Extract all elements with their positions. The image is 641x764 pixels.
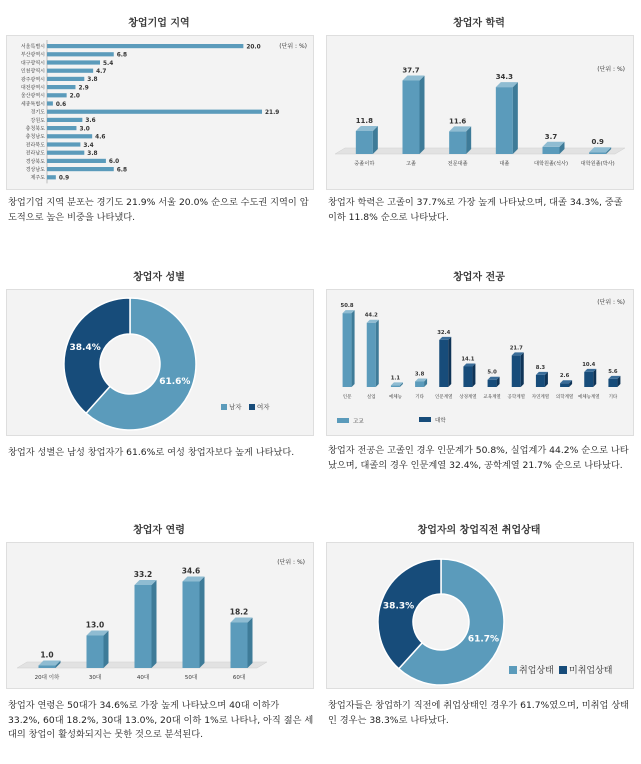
legend-label: 대학: [435, 418, 446, 424]
unit-label-education: (단위 : %): [597, 66, 625, 73]
bar: [183, 582, 200, 669]
data-label: 3.8: [87, 151, 98, 157]
data-label: 34.6: [181, 566, 201, 576]
bar: [47, 93, 67, 97]
data-label: 14.1: [461, 356, 475, 363]
legend-swatch: [221, 404, 227, 410]
panel-education: [326, 14, 632, 234]
description-age: 창업자 연령은 50대가 34.6%로 가장 높게 나타났으며 40대 이하가 33.2%, 60대 18.2%, 30대 13.0%, 20대 이하 1%로 나타나, 아직 젊은 세대의 창업이 활성화되지는 못한 것으로 분석된다.: [8, 700, 314, 740]
bar: [47, 69, 93, 73]
bar-side: [420, 75, 425, 154]
data-label: 3.7: [544, 132, 558, 141]
data-label: 6.0: [108, 159, 120, 166]
y-tick-label: 부산광역시: [20, 52, 45, 59]
y-tick-label: 제주도: [30, 175, 45, 182]
description-employment: 창업자들은 창업하기 직전에 취업상태인 경우가 61.7%였으며, 미취업 상태인 경우는 38.3%로 나타났다.: [328, 700, 630, 726]
legend-label: 고교: [353, 419, 364, 425]
data-label: 2.0: [69, 93, 80, 100]
bar-side: [521, 352, 524, 387]
bar-side: [472, 363, 475, 387]
bar: [47, 110, 262, 114]
bar: [47, 101, 53, 105]
description-education: 창업자 학력은 고졸이 37.7%로 가장 높게 나타났으며, 대졸 34.3%, 중졸 이하 11.8% 순으로 나타났다.: [328, 197, 623, 223]
x-tick-label: 대학원졸(석사): [533, 161, 569, 167]
unit-label-region: (단위 : %): [279, 43, 307, 50]
bar: [47, 44, 243, 48]
bar: [536, 375, 545, 387]
data-label: 2.9: [78, 85, 89, 92]
bar: [47, 142, 80, 146]
bar: [463, 366, 472, 387]
data-label: 61.6%: [159, 377, 191, 388]
bar-side: [513, 82, 518, 154]
bar: [343, 313, 352, 387]
x-tick-label: 공학계열: [507, 395, 525, 400]
data-label: 5.4: [103, 60, 114, 67]
legend-label: 남자: [229, 403, 242, 411]
bar: [543, 147, 560, 154]
unit-label-age: (단위 : %): [277, 559, 305, 566]
chart-box-region: [6, 35, 314, 190]
bar: [367, 323, 376, 387]
bar: [47, 60, 100, 64]
data-label: 8.3: [535, 364, 546, 371]
bar: [47, 175, 56, 179]
bar: [439, 340, 448, 387]
x-tick-label: 자연계열: [531, 395, 550, 400]
data-label: 20.0: [246, 44, 261, 51]
legend-swatch: [249, 404, 255, 410]
data-label: 3.6: [85, 118, 96, 125]
x-tick-label: 고졸: [405, 161, 417, 167]
x-tick-label: 대학원졸(박사): [580, 161, 615, 167]
chart-title-employment: 창업자의 창업직전 취업상태: [417, 525, 541, 536]
panel-gender: [6, 268, 312, 488]
x-tick-label: 기타: [415, 395, 424, 400]
bar: [356, 131, 373, 154]
data-label: 32.4: [437, 329, 451, 336]
bar: [39, 666, 56, 669]
data-label: 38.4%: [69, 342, 101, 353]
bar-side: [104, 631, 109, 669]
bar: [449, 131, 466, 154]
x-tick-label: 중졸이하: [354, 161, 375, 167]
bar: [512, 355, 521, 387]
bar: [496, 87, 513, 154]
x-tick-label: 예체능계열: [577, 395, 600, 400]
y-tick-label: 서울특별시: [20, 44, 45, 50]
data-label: 1.0: [40, 650, 54, 660]
x-tick-label: 인문계열: [435, 395, 453, 400]
data-label: 6.8: [116, 167, 128, 174]
legend-swatch: [559, 666, 567, 674]
data-label: 3.0: [79, 126, 90, 133]
major-bar-chart: [327, 290, 633, 435]
x-tick-label: 전문대졸: [447, 161, 468, 167]
chart-floor: [335, 148, 625, 154]
data-label: 2.6: [559, 373, 570, 380]
legend-swatch-high-school: [337, 418, 349, 423]
data-label: 5.0: [487, 369, 497, 376]
bar: [403, 80, 420, 154]
chart-box-employment: [326, 542, 634, 689]
legend-swatch: [509, 666, 517, 674]
y-tick-label: 경상남도: [25, 167, 45, 173]
y-tick-label: 대전광역시: [20, 85, 45, 91]
data-label: 50.8: [340, 303, 354, 310]
y-tick-label: 세종특별시: [20, 101, 45, 108]
legend-label: 여자: [257, 403, 270, 411]
data-label: 61.7%: [467, 634, 500, 645]
x-tick-label: 대졸: [499, 161, 510, 167]
data-label: 4.6: [95, 134, 106, 141]
bar: [584, 372, 593, 387]
bar: [47, 126, 76, 130]
x-tick-label: 교육계열: [483, 395, 501, 400]
bar-side: [200, 577, 205, 669]
y-tick-label: 경상북도: [25, 158, 45, 165]
data-label: 5.6: [608, 368, 618, 375]
y-tick-label: 충청북도: [25, 126, 45, 132]
y-tick-label: 인천광역시: [20, 68, 45, 75]
chart-title-age: 창업자 연령: [133, 525, 185, 536]
bar-side: [152, 580, 157, 668]
bar: [47, 167, 114, 171]
x-tick-label: 예체능: [388, 395, 402, 400]
bar: [488, 380, 497, 387]
data-label: 3.4: [83, 142, 94, 149]
bar: [135, 585, 152, 668]
legend-swatch-university: [419, 417, 431, 422]
bar: [589, 152, 606, 154]
chart-title-region: 창업기업 지역: [128, 18, 190, 29]
chart-box-age: [6, 542, 314, 689]
bar-side: [593, 369, 596, 387]
chart-title-major: 창업자 전공: [453, 272, 505, 283]
employment-donut-chart: [327, 543, 633, 688]
chart-title-gender: 창업자 성별: [133, 272, 185, 283]
y-tick-label: 강원도: [30, 117, 45, 124]
bar: [608, 379, 617, 387]
bar: [47, 85, 75, 89]
bar: [87, 636, 104, 669]
data-label: 10.4: [582, 361, 596, 368]
chart-box-major: [326, 289, 634, 436]
data-label: 34.3: [495, 73, 513, 82]
y-tick-label: 광주광역시: [20, 76, 45, 83]
x-tick-label: 인문: [342, 395, 352, 400]
x-tick-label: 60대: [232, 675, 246, 681]
x-tick-label: 40대: [136, 675, 150, 681]
y-tick-label: 전라남도: [25, 150, 45, 157]
data-label: 3.8: [87, 77, 98, 84]
data-label: 3.8: [414, 371, 425, 378]
bar-side: [352, 310, 355, 387]
bar: [560, 383, 569, 387]
x-tick-label: 실업: [366, 395, 376, 400]
chart-box-gender: [6, 289, 314, 436]
chart-box-education: [326, 35, 634, 190]
description-gender: 창업자 성별은 남성 창업자가 61.6%로 여성 창업자보다 높게 나타났다.: [8, 447, 295, 458]
x-tick-label: 50대: [184, 675, 198, 681]
bar: [47, 134, 92, 138]
bar: [391, 385, 400, 387]
bar-side: [448, 337, 451, 387]
data-label: 0.9: [58, 175, 70, 182]
bar: [47, 151, 84, 155]
data-label: 18.2: [229, 607, 249, 617]
panel-age: [6, 521, 312, 761]
y-tick-label: 경기도: [30, 109, 45, 116]
x-tick-label: 20대 이하: [34, 675, 60, 681]
unit-label-major: (단위 : %): [597, 299, 625, 306]
bar: [415, 381, 424, 387]
y-tick-label: 전라북도: [25, 142, 45, 149]
bar-side: [376, 320, 379, 387]
bar: [47, 77, 84, 81]
panel-employment: [326, 521, 632, 761]
bar: [47, 159, 106, 163]
y-tick-label: 대구광역시: [20, 60, 45, 67]
panel-region: [6, 14, 312, 234]
data-label: 13.0: [85, 620, 105, 630]
bar: [231, 623, 248, 669]
age-bar-chart: [7, 543, 313, 688]
data-label: 37.7: [402, 66, 420, 75]
panel-major: [326, 268, 632, 498]
data-label: 0.6: [55, 101, 67, 108]
data-label: 11.8: [355, 116, 373, 125]
x-tick-label: 기타: [608, 395, 618, 400]
y-tick-label: 울산광역시: [20, 93, 45, 100]
bar: [47, 118, 82, 122]
education-bar-chart: [327, 36, 633, 189]
x-tick-label: 30대: [88, 675, 102, 681]
data-label: 6.8: [116, 52, 128, 59]
data-label: 21.7: [509, 345, 523, 352]
data-label: 33.2: [133, 570, 153, 579]
x-tick-label: 의학계열: [555, 395, 574, 400]
chart-title-education: 창업자 학력: [453, 18, 505, 29]
region-bar-chart: [7, 36, 313, 189]
y-tick-label: 충청남도: [25, 134, 45, 141]
gender-donut-chart: [7, 290, 313, 435]
data-label: 4.7: [96, 69, 107, 75]
bar-side: [248, 618, 253, 669]
data-label: 0.9: [591, 138, 604, 147]
description-region: 창업기업 지역 분포는 경기도 21.9% 서울 20.0% 순으로 수도권 지역이 압도적으로 높은 비중을 나타냈다.: [8, 197, 309, 223]
legend-label: 미취업상태: [569, 666, 613, 676]
bar: [47, 52, 114, 56]
x-tick-label: 상경계열: [459, 395, 477, 400]
legend-label: 취업상태: [519, 666, 554, 676]
data-label: 44.2: [364, 312, 378, 319]
data-label: 21.9: [265, 110, 280, 116]
data-label: 1.1: [390, 375, 401, 382]
data-label: 38.3%: [382, 601, 415, 612]
data-label: 11.6: [449, 117, 467, 126]
description-major: 창업자 전공은 고졸인 경우 인문계가 50.8%, 실업계가 44.2% 순으로 나타났으며, 대졸의 경우 인문계열 32.4%, 공학계열 21.7% 순으로 나타났다.: [328, 445, 629, 471]
